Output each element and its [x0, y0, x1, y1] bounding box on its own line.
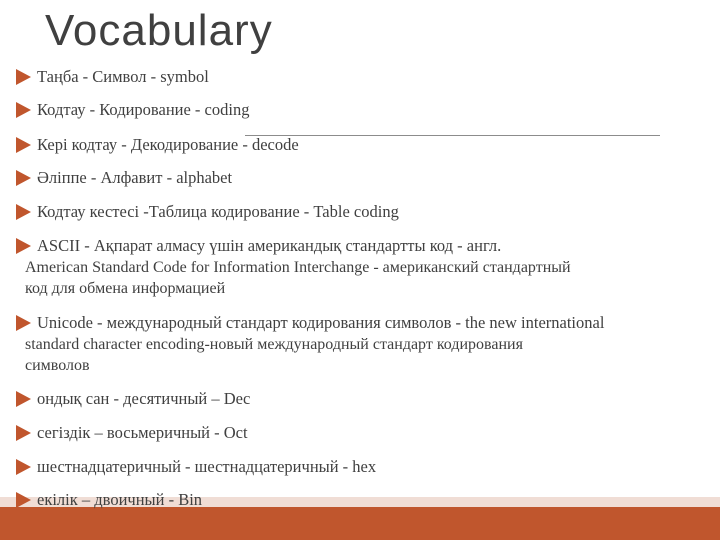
triangle-bullet-icon: [16, 315, 31, 331]
triangle-bullet-icon: [16, 170, 31, 186]
bullet-text: Unicode - международный стандарт кодирования символов - the new international: [37, 313, 605, 332]
bullet-continuation: American Standard Code for Information Interchange - американский стандартный: [25, 259, 571, 276]
bullet-continuation: standard character encoding-новый международный стандарт кодирования: [25, 336, 523, 353]
bullet-text: Таңба - Символ - symbol: [37, 67, 209, 86]
triangle-bullet-icon: [16, 69, 31, 85]
triangle-bullet-icon: [16, 425, 31, 441]
footer-bar: [0, 507, 720, 540]
bullet-text: екілік – двоичный - Bin: [37, 490, 203, 509]
divider-line: [245, 135, 660, 136]
bullet-text: ASCII - Ақпарат алмасу үшін американдық стандартты код - англ.: [37, 236, 502, 255]
triangle-bullet-icon: [16, 137, 31, 153]
bullet-text: ондық сан - десятичный – Dec: [37, 389, 251, 408]
triangle-bullet-icon: [16, 238, 31, 254]
slide-title: Vocabulary: [45, 6, 273, 55]
bullet-continuation: код для обмена информацией: [25, 280, 226, 297]
bullet-text: Әліппе - Алфавит - alphabet: [37, 168, 233, 187]
bullet-text: шестнадцатеричный - шестнадцатеричный - hex: [37, 457, 377, 476]
bullet-text: Кері кодтау - Декодирование - decode: [37, 135, 299, 154]
bullet-text: Кодтау - Кодирование - coding: [37, 100, 250, 119]
triangle-bullet-icon: [16, 459, 31, 475]
bullet-text: сегіздік – восьмеричный - Oct: [37, 423, 248, 442]
triangle-bullet-icon: [16, 492, 31, 508]
bullet-text: Кодтау кестесі -Таблица кодирование - Table coding: [37, 202, 399, 221]
triangle-bullet-icon: [16, 391, 31, 407]
triangle-bullet-icon: [16, 102, 31, 118]
triangle-bullet-icon: [16, 204, 31, 220]
bullet-continuation: символов: [25, 357, 90, 374]
